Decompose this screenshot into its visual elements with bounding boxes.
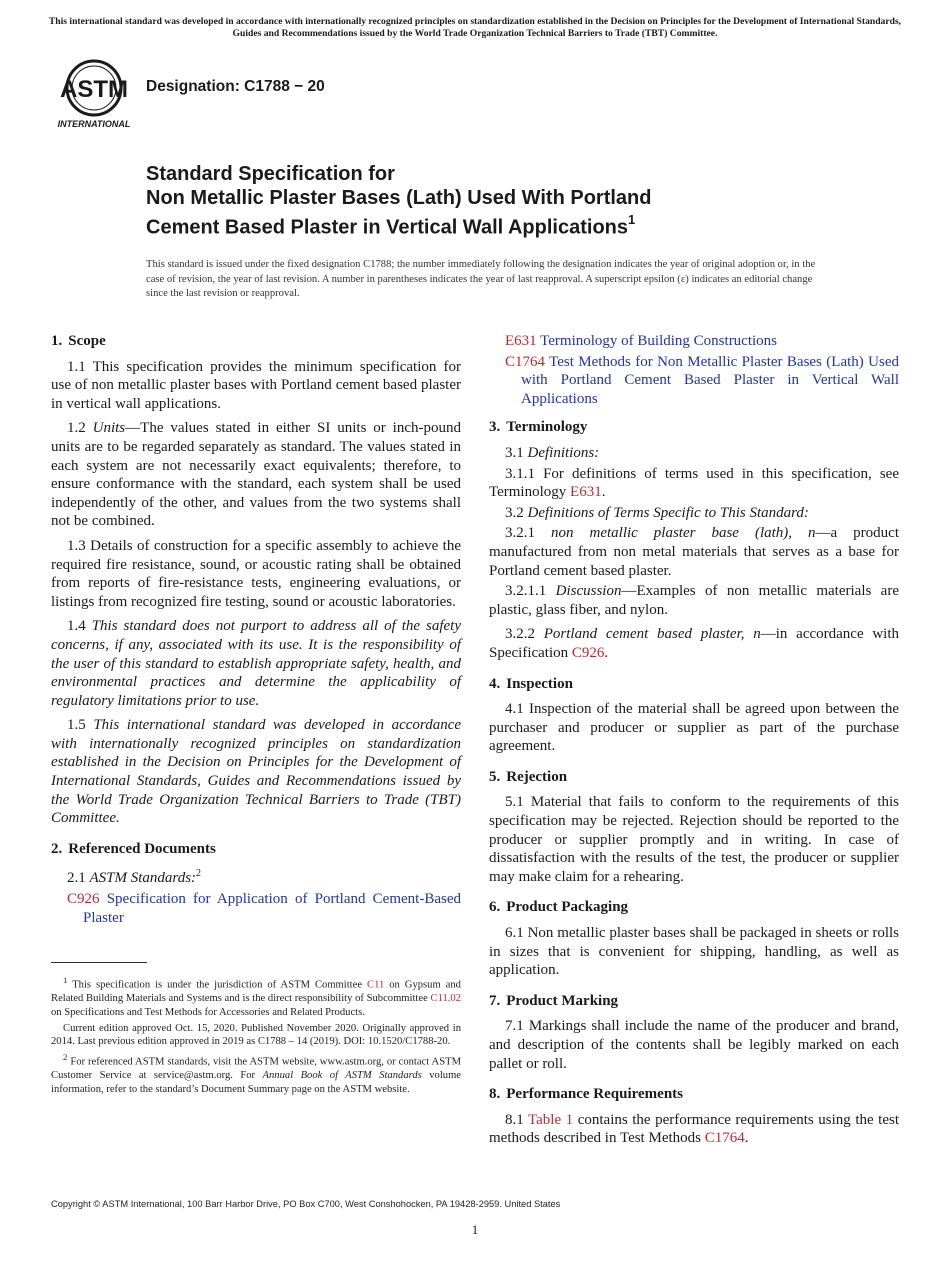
logo-mark: ASTM [60,76,128,103]
section-scope [51,332,461,828]
logo-subtext: INTERNATIONAL [57,119,131,129]
section-product-marking [489,992,899,1073]
para-7-1: 7.1 Markings shall include the name of the producer and brand, and description of the contents shall be legibly marked on each pallet or roll. [489,1018,899,1072]
link-c11[interactable]: C11 [367,979,385,991]
link-c1764[interactable]: C1764 [704,1130,745,1147]
para-1-4: 1.4 This standard does not purport to address all of the safety concerns, if any, associated with its use. It is the responsibility of the user of this standard to establish appropriate safety, health, and environmental practices and determine the applicability of regulatory limitations prior to use. [51,618,462,709]
para-1-3: 1.3 Details of construction for a specific assembly to achieve the required fire resistance, sound, or acoustic rating shall be obtained from reports of fire-resistance tests, engineering evaluations, or listings from recognized fire testing, sound or acoustic laboratories. [51,537,461,610]
link-c926[interactable]: C926 [571,644,605,661]
footnote-rule [51,962,147,963]
section-referenced-documents [51,840,461,927]
para-6-1: 6.1 Non metallic plaster bases shall be packaged in sheets or rolls in sizes that is convenient for shipping, handling, as well as application. [489,925,899,979]
ref-entry-c1764[interactable] [505,353,899,409]
para-3-2-2: 3.2.2 Portland cement based plaster, n—in accordance with Specification C926. [489,626,900,661]
para-5-1: 5.1 Material that fails to conform to the requirements of this specification may be rejected. Rejection should be reported to the producer or supplier promptly and in writing. In case of dissatisfaction with the results of the test, the producer or supplier may make claim for a rehearing. [489,794,900,885]
para-1-5: 1.5 This international standard was developed in accordance with internationally recognized principles on standardization established in the Decision on Principles for the Development of International Standards, Guides and Recommendations issued by the World Trade Organization Technical Barriers to Trade (TBT) Committee. [51,717,462,827]
ref-title-e631[interactable]: Terminology of Building Constructions [540,333,778,349]
footnote-1: $^1$ This specification is under the jurisdiction of ASTM Committee C11 on Gypsum and Related Building Materials and Systems and is the direct responsibility of Subcommittee C11.02 on Specifications and Test Methods for Accessories and Related Products. [51,975,462,1018]
para-2-1: 2.1 ASTM Standards:$^2$ [67,868,202,887]
ref-code-c1764[interactable]: C1764 [505,353,546,370]
para-1-2: 1.2 Units—The values stated in either SI units or inch-pound units are to be regarded separately as standard. The values stated in each system are not necessarily exact equivalents; therefore, to ensure conformance with the standard, each system shall be used independently of the other, and values from the two systems shall not be combined. [51,420,461,530]
link-e631[interactable]: E631 [570,484,602,501]
title-line-2: Non Metallic Plaster Bases (Lath) Used With Portland [146,187,652,209]
right-column [489,332,899,1160]
title-line-3: Cement Based Plaster in Vertical Wall Applications$^1$ [146,212,636,239]
ref-title-c1764[interactable]: Test Methods for Non Metallic Plaster Bases (Lath) Used with Portland Cement Based Plaster in Vertical Wall Applications [521,353,899,407]
title-footnote-marker: 1 [628,212,636,227]
left-column [51,332,461,939]
ref-title-c926[interactable]: Specification for Application of Portland Cement-Based Plaster [83,891,461,926]
designation: Designation: C1788 − 20 [146,78,325,95]
footnotes [51,974,461,1099]
para-3-2-1: 3.2.1 non metallic plaster base (lath), n—a product manufactured from non metal materials that serves as a base for Portland cement based plaster. [489,525,900,579]
section-product-packaging [489,898,899,979]
ref-entry-c926[interactable] [67,890,461,927]
wto-notice: This international standard was developed in accordance with internationally recognized principles on standardization established in the Decision on Principles for the Development of International Standards, Guides and Recommendations issued by the World Trade Organization Technical Barriers to Trade (TBT) Committee. [48,16,902,39]
astm-logo [54,58,134,130]
ref-code-c926[interactable]: C926 [67,891,100,908]
title-line-1: Standard Specification for [146,163,395,185]
ref-entry-e631[interactable] [505,332,899,351]
page-number: 1 [471,1222,479,1237]
heading-rejection: 5. Rejection [489,768,568,785]
link-table-1[interactable]: Table 1 [528,1111,574,1128]
section-performance-requirements [489,1085,899,1148]
para-4-1: 4.1 Inspection of the material shall be agreed upon between the purchaser and producer or supplier as part of the purchase agreement. [489,701,900,755]
fixed-designation-note: This standard is issued under the fixed designation C1788; the number immediately following the designation indicates the year of original adoption or, in the case of revision, the year of last revision. A number in parentheses indicates the year of last reapproval. A superscript epsilon (ε) indicates an editorial change since the last revision or reapproval. [146,259,816,299]
para-3-2: 3.2 Definitions of Terms Specific to This Standard: [505,504,809,521]
heading-product-marking: 7. Product Marking [489,992,619,1009]
footnote-1-approval: Current edition approved Oct. 15, 2020. Published November 2020. Originally approved in 2014. Last previous edition approved in 2019 as C1788 – 14 (2019). DOI: 10.1520/C1788-20. [51,1022,461,1048]
heading-inspection: 4. Inspection [489,675,573,692]
heading-referenced-documents: 2. Referenced Documents [51,840,216,857]
heading-performance-requirements: 8. Performance Requirements [489,1086,683,1103]
astm-logo-graphic [54,58,134,130]
para-3-1-1: 3.1.1 For definitions of terms used in this specification, see Terminology E631. [489,465,899,501]
footnote-2: $^2$ For referenced ASTM standards, visit the ASTM website, www.astm.org, or contact ASTM Customer Service at service@astm.org. For Annual Book of ASTM Standards volume information, refer to the standard’s Document Summary page on the ASTM website. [51,1052,462,1095]
link-c11-02[interactable]: C11.02 [430,993,462,1005]
ref-code-e631[interactable]: E631 [505,333,537,349]
heading-terminology: 3. Terminology [489,419,588,436]
para-1-1: 1.1 This specification provides the minimum specification for use of non metallic plaster bases with Portland cement based plaster in vertical wall applications. [51,358,461,412]
copyright-line: Copyright © ASTM International, 100 Barr Harbor Drive, PO Box C700, West Conshohocken, PA 19428-2959. United States [51,1199,561,1209]
heading-scope: 1. Scope [51,333,106,349]
para-3-1: 3.1 Definitions: [505,444,600,461]
section-terminology [489,418,899,662]
section-inspection [489,675,899,756]
document-title [146,162,846,240]
ref-list-continued [489,332,899,408]
para-8-1: 8.1 Table 1 contains the performance requirements using the test methods described in Test Methods C1764. [489,1111,900,1147]
section-rejection [489,768,899,887]
para-3-2-1-1: 3.2.1.1 Discussion—Examples of non metallic materials are plastic, glass fiber, and nylon. [489,583,899,618]
heading-product-packaging: 6. Product Packaging [489,899,629,916]
